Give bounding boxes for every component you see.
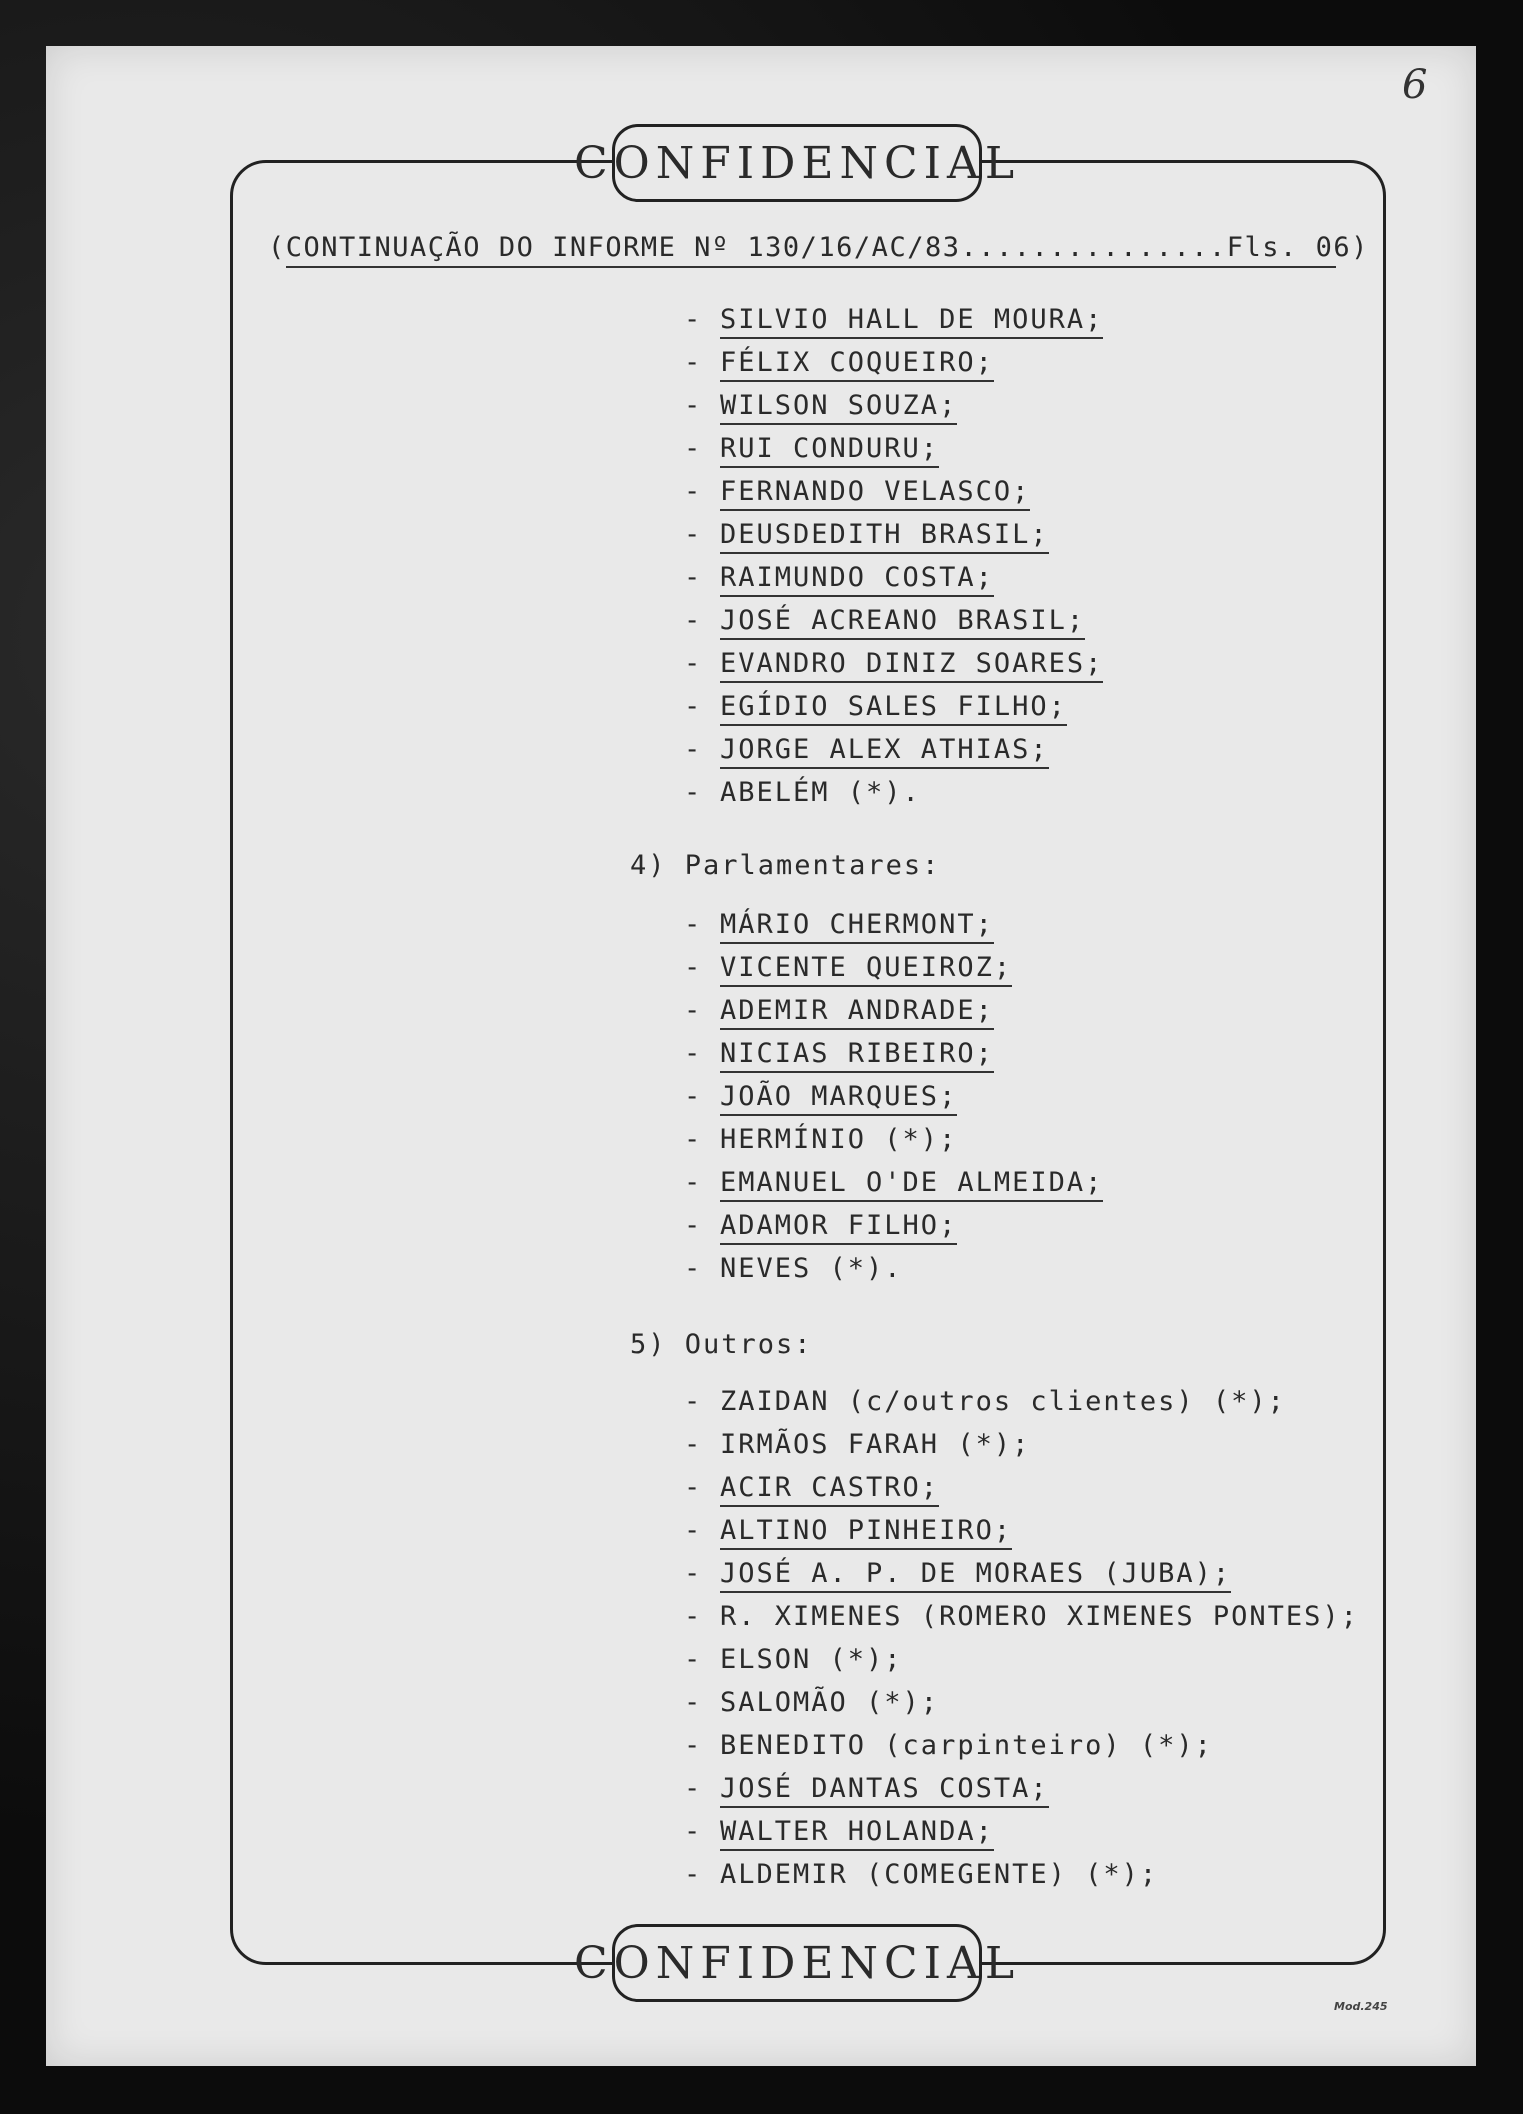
list-item: - VICENTE QUEIROZ; <box>684 952 1012 983</box>
list-item: - JORGE ALEX ATHIAS; <box>684 734 1049 765</box>
list-item: - NICIAS RIBEIRO; <box>684 1038 994 1069</box>
list-item: - ELSON (*); <box>684 1644 903 1675</box>
list-item: - ADEMIR ANDRADE; <box>684 995 994 1026</box>
list-item: - SILVIO HALL DE MOURA; <box>684 304 1103 335</box>
list-item: - RUI CONDURU; <box>684 433 939 464</box>
section-title-parlamentares: 4) Parlamentares: <box>630 850 941 881</box>
list-item: - JOSÉ ACREANO BRASIL; <box>684 605 1085 636</box>
list-item: - JOÃO MARQUES; <box>684 1081 957 1112</box>
list-item: - WALTER HOLANDA; <box>684 1816 994 1847</box>
confidential-stamp-bottom: CONFIDENCIAL <box>612 1924 982 2002</box>
list-item: - NEVES (*). <box>684 1253 903 1284</box>
list-item: - JOSÉ DANTAS COSTA; <box>684 1773 1049 1804</box>
list-item: - ALTINO PINHEIRO; <box>684 1515 1012 1546</box>
page-number-mark: 6 <box>1402 62 1428 108</box>
section-title-outros: 5) Outros: <box>630 1329 813 1360</box>
list-item: - EMANUEL O'DE ALMEIDA; <box>684 1167 1103 1198</box>
form-code: Mod.245 <box>1334 2000 1388 2013</box>
list-item: - ALDEMIR (COMEGENTE) (*); <box>684 1859 1159 1890</box>
list-item: - ADAMOR FILHO; <box>684 1210 957 1241</box>
list-item: - EVANDRO DINIZ SOARES; <box>684 648 1103 679</box>
list-item: - ABELÉM (*). <box>684 777 921 808</box>
list-item: - ACIR CASTRO; <box>684 1472 939 1503</box>
confidential-stamp-top: CONFIDENCIAL <box>612 124 982 202</box>
list-item: - FÉLIX COQUEIRO; <box>684 347 994 378</box>
header-underline <box>286 266 1336 268</box>
list-item: - MÁRIO CHERMONT; <box>684 909 994 940</box>
list-item: - BENEDITO (carpinteiro) (*); <box>684 1730 1213 1761</box>
list-item: - ZAIDAN (c/outros clientes) (*); <box>684 1386 1286 1417</box>
list-item: - RAIMUNDO COSTA; <box>684 562 994 593</box>
list-item: - IRMÃOS FARAH (*); <box>684 1429 1031 1460</box>
list-item: - WILSON SOUZA; <box>684 390 957 421</box>
list-item: - SALOMÃO (*); <box>684 1687 940 1718</box>
report-header: (CONTINUAÇÃO DO INFORME Nº 130/16/AC/83...............Fls. 06) <box>268 232 1369 263</box>
list-item: - HERMÍNIO (*); <box>684 1124 958 1155</box>
list-item: - DEUSDEDITH BRASIL; <box>684 519 1049 550</box>
list-item: - FERNANDO VELASCO; <box>684 476 1030 507</box>
list-item: - R. XIMENES (ROMERO XIMENES PONTES); <box>684 1601 1359 1632</box>
list-item: - JOSÉ A. P. DE MORAES (JUBA); <box>684 1558 1231 1589</box>
list-item: - EGÍDIO SALES FILHO; <box>684 691 1067 722</box>
